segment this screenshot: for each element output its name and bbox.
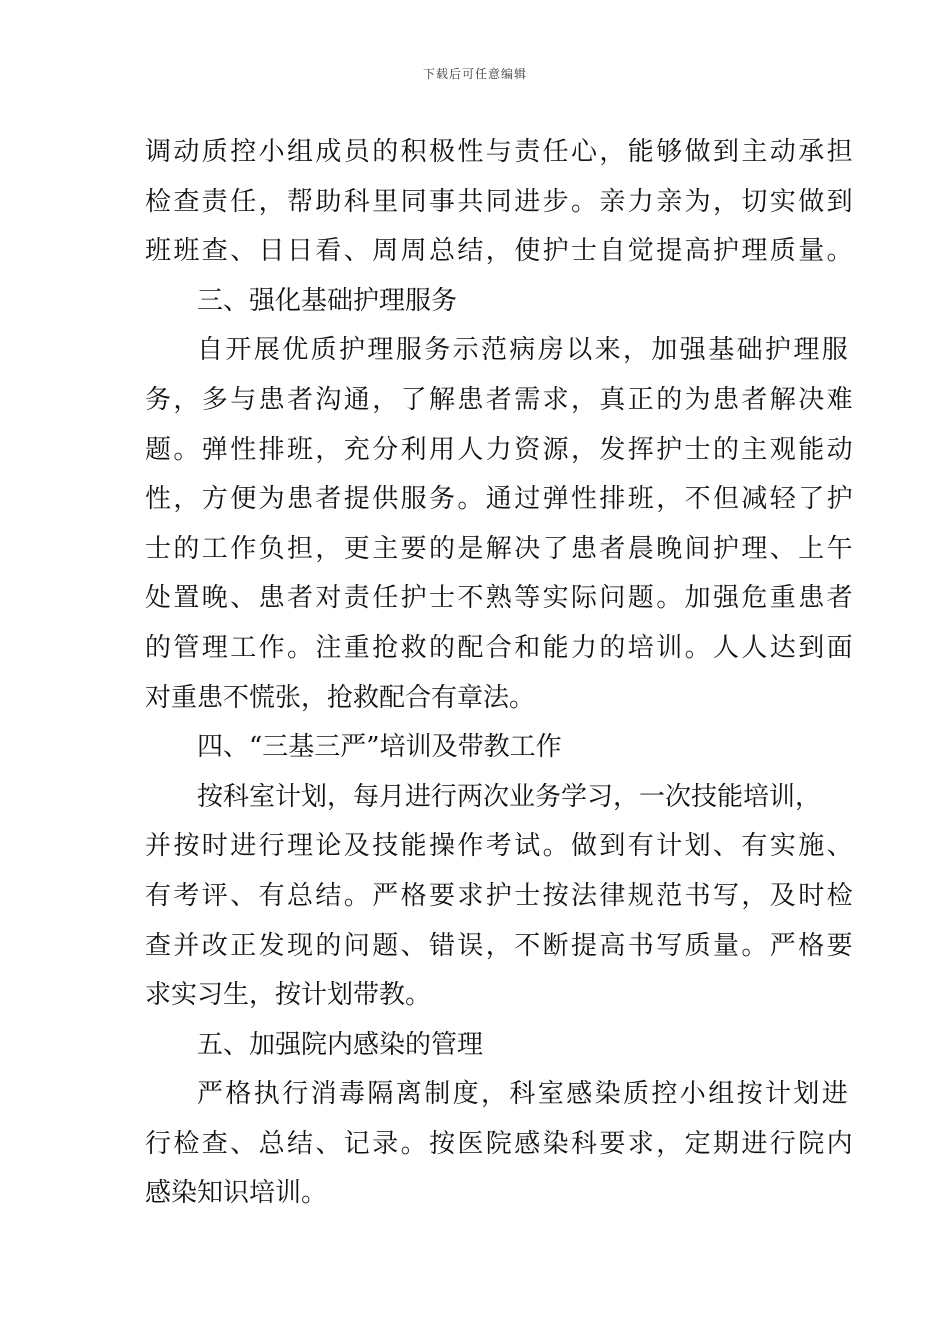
body-line: 务，多与患者沟通，了解患者需求，真正的为患者解决难 xyxy=(145,384,856,415)
body-line: 并按时进行理论及技能操作考试。做到有计划、有实施、 xyxy=(145,831,856,862)
body-line: 感染知识培训。 xyxy=(145,1178,328,1209)
body-line: 处置晚、患者对责任护士不熟等实际问题。加强危重患者 xyxy=(145,583,856,614)
body-line: 士的工作负担，更主要的是解决了患者晨晚间护理、上午 xyxy=(145,533,856,564)
section-heading: 四、“三基三严”培训及带教工作 xyxy=(197,732,562,763)
page-header: 下载后可任意编辑 xyxy=(422,67,527,81)
body-line: 检查责任，帮助科里同事共同进步。亲力亲为，切实做到 xyxy=(145,186,856,217)
body-line: 性，方便为患者提供服务。通过弹性排班，不但减轻了护 xyxy=(145,484,856,515)
body-line: 查并改正发现的问题、错误，不断提高书写质量。严格要 xyxy=(145,930,856,961)
body-line: 行检查、总结、记录。按医院感染科要求，定期进行院内 xyxy=(145,1128,856,1159)
section-heading: 三、强化基础护理服务 xyxy=(197,285,458,316)
body-line: 对重患不慌张，抢救配合有章法。 xyxy=(145,682,536,713)
document-body xyxy=(145,128,856,1219)
body-line: 求实习生，按计划带教。 xyxy=(145,980,432,1011)
body-line: 题。弹性排班，充分利用人力资源，发挥护士的主观能动 xyxy=(145,434,856,465)
section-heading: 五、加强院内感染的管理 xyxy=(197,1029,484,1060)
paragraph-first-line: 按科室计划，每月进行两次业务学习，一次技能培训， xyxy=(197,781,822,812)
paragraph-first-line: 自开展优质护理服务示范病房以来，加强基础护理服 xyxy=(197,335,851,366)
body-line: 的管理工作。注重抢救的配合和能力的培训。人人达到面 xyxy=(145,632,856,663)
paragraph-first-line: 严格执行消毒隔离制度，科室感染质控小组按计划进 xyxy=(197,1079,851,1110)
body-line: 班班查、日日看、周周总结，使护士自觉提高护理质量。 xyxy=(145,236,856,267)
body-line: 调动质控小组成员的积极性与责任心，能够做到主动承担 xyxy=(145,137,856,167)
body-line: 有考评、有总结。严格要求护士按法律规范书写，及时检 xyxy=(145,880,856,911)
